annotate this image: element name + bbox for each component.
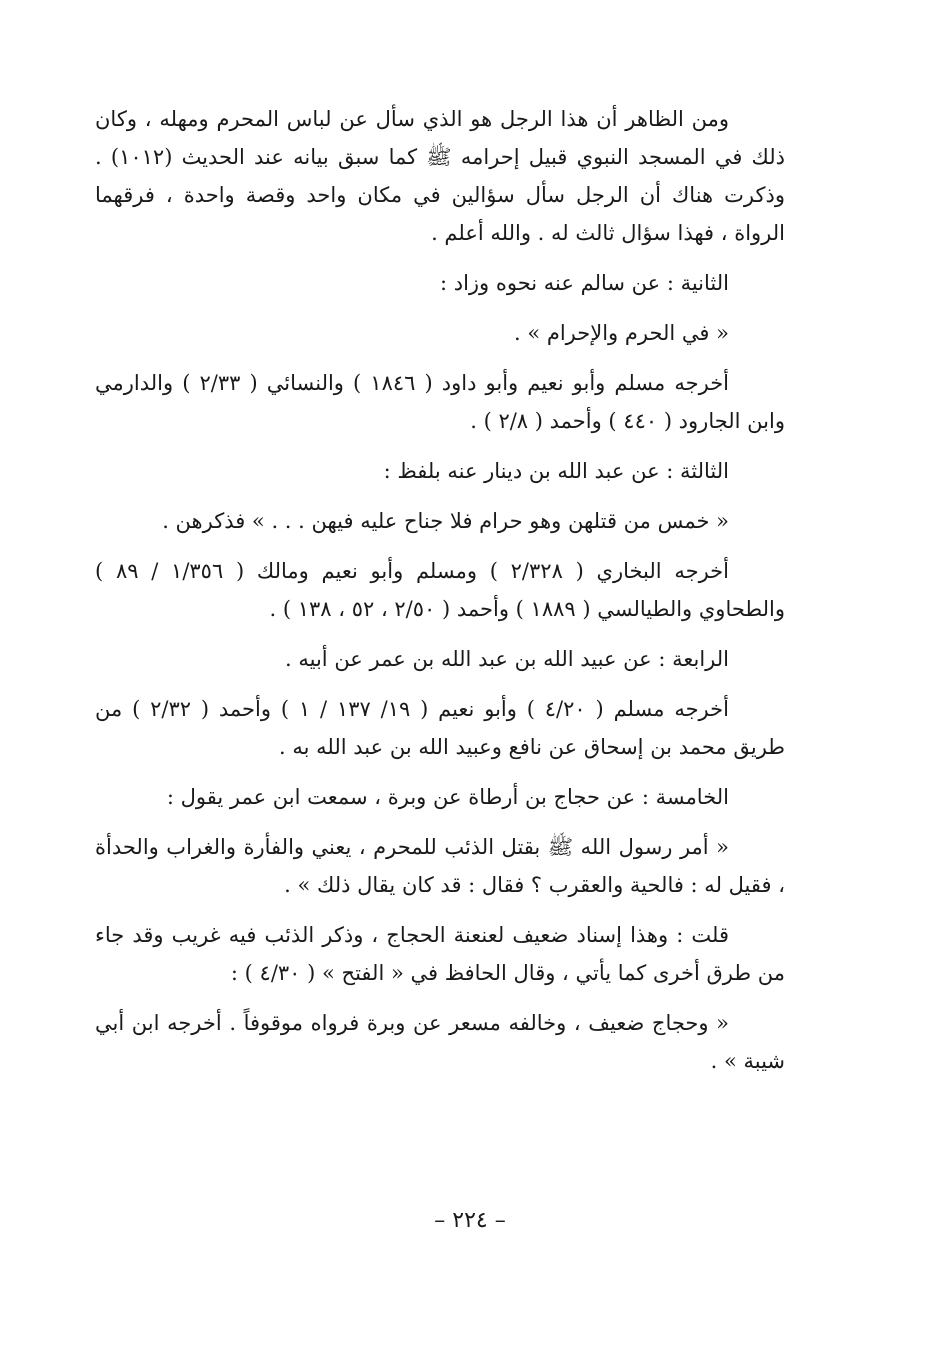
paragraph-third-sources: أخرجه البخاري ( ٢/٣٢٨ ) ومسلم وأبو نعيم ومالك ( ١/٣٥٦ / ٨٩ ) والطحاوي والطيالسي ( ١٨٨٩ ) وأحمد ( ٢/٥٠ ، ٥٢ ، ١٣٨ ) . <box>95 559 785 621</box>
paragraph-second-quote: « في الحرم والإحرام » . <box>513 321 729 345</box>
paragraph-hafiz-quote: « وحجاج ضعيف ، وخالفه مسعر عن وبرة فرواه موقوفاً . أخرجه ابن أبي شيبة » . <box>95 1011 785 1073</box>
paragraph-fifth-quote: « أمر رسول الله ﷺ بقتل الذئب للمحرم ، يعني والفأرة والغراب والحدأة ، فقيل له : فالحية والعقرب ؟ فقال : قد كان يقال ذلك » . <box>95 835 785 897</box>
paragraph-fifth-heading: الخامسة : عن حجاج بن أرطاة عن وبرة ، سمعت ابن عمر يقول : <box>166 785 729 809</box>
page-number: – ٢٢٤ – <box>434 1208 506 1233</box>
paragraph-fourth-sources: أخرجه مسلم ( ٤/٢٠ ) وأبو نعيم ( ١٩/ ١٣٧ / ١ ) وأحمد ( ٢/٣٢ ) من طريق محمد بن إسحاق عن نافع وعبيد الله بن عبد الله به . <box>95 697 785 759</box>
paragraph-third-heading: الثالثة : عن عبد الله بن دينار عنه بلفظ : <box>383 459 729 483</box>
paragraph-intro: ومن الظاهر أن هذا الرجل هو الذي سأل عن لباس المحرم ومهله ، وكان ذلك في المسجد النبوي قبيل إحرامه ﷺ كما سبق بيانه عند الحديث (١٠١٢) . وذكرت هناك أن الرجل سأل سؤالين في مكان واحد وقصة واحدة ، فرقهما الرواة ، فهذا سؤال ثالث له . والله أعلم . <box>95 107 786 245</box>
paragraph-third-quote: « خمس من قتلهن وهو حرام فلا جناح عليه فيهن . . . » فذكرهن . <box>162 509 729 533</box>
paragraph-note: قلت : وهذا إسناد ضعيف لعنعنة الحجاج ، وذكر الذئب فيه غريب وقد جاء من طرق أخرى كما يأتي ، وقال الحافظ في « الفتح » ( ٤/٣٠ ) : <box>95 923 785 985</box>
page-body <box>95 100 785 1092</box>
paragraph-second-heading: الثانية : عن سالم عنه نحوه وزاد : <box>439 271 729 295</box>
paragraph-second-sources: أخرجه مسلم وأبو نعيم وأبو داود ( ١٨٤٦ ) والنسائي ( ٢/٣٣ ) والدارمي وابن الجارود ( ٤٤٠ ) وأحمد ( ٢/٨ ) . <box>95 371 785 433</box>
paragraph-fourth-heading: الرابعة : عن عبيد الله بن عبد الله بن عمر عن أبيه . <box>285 647 729 671</box>
